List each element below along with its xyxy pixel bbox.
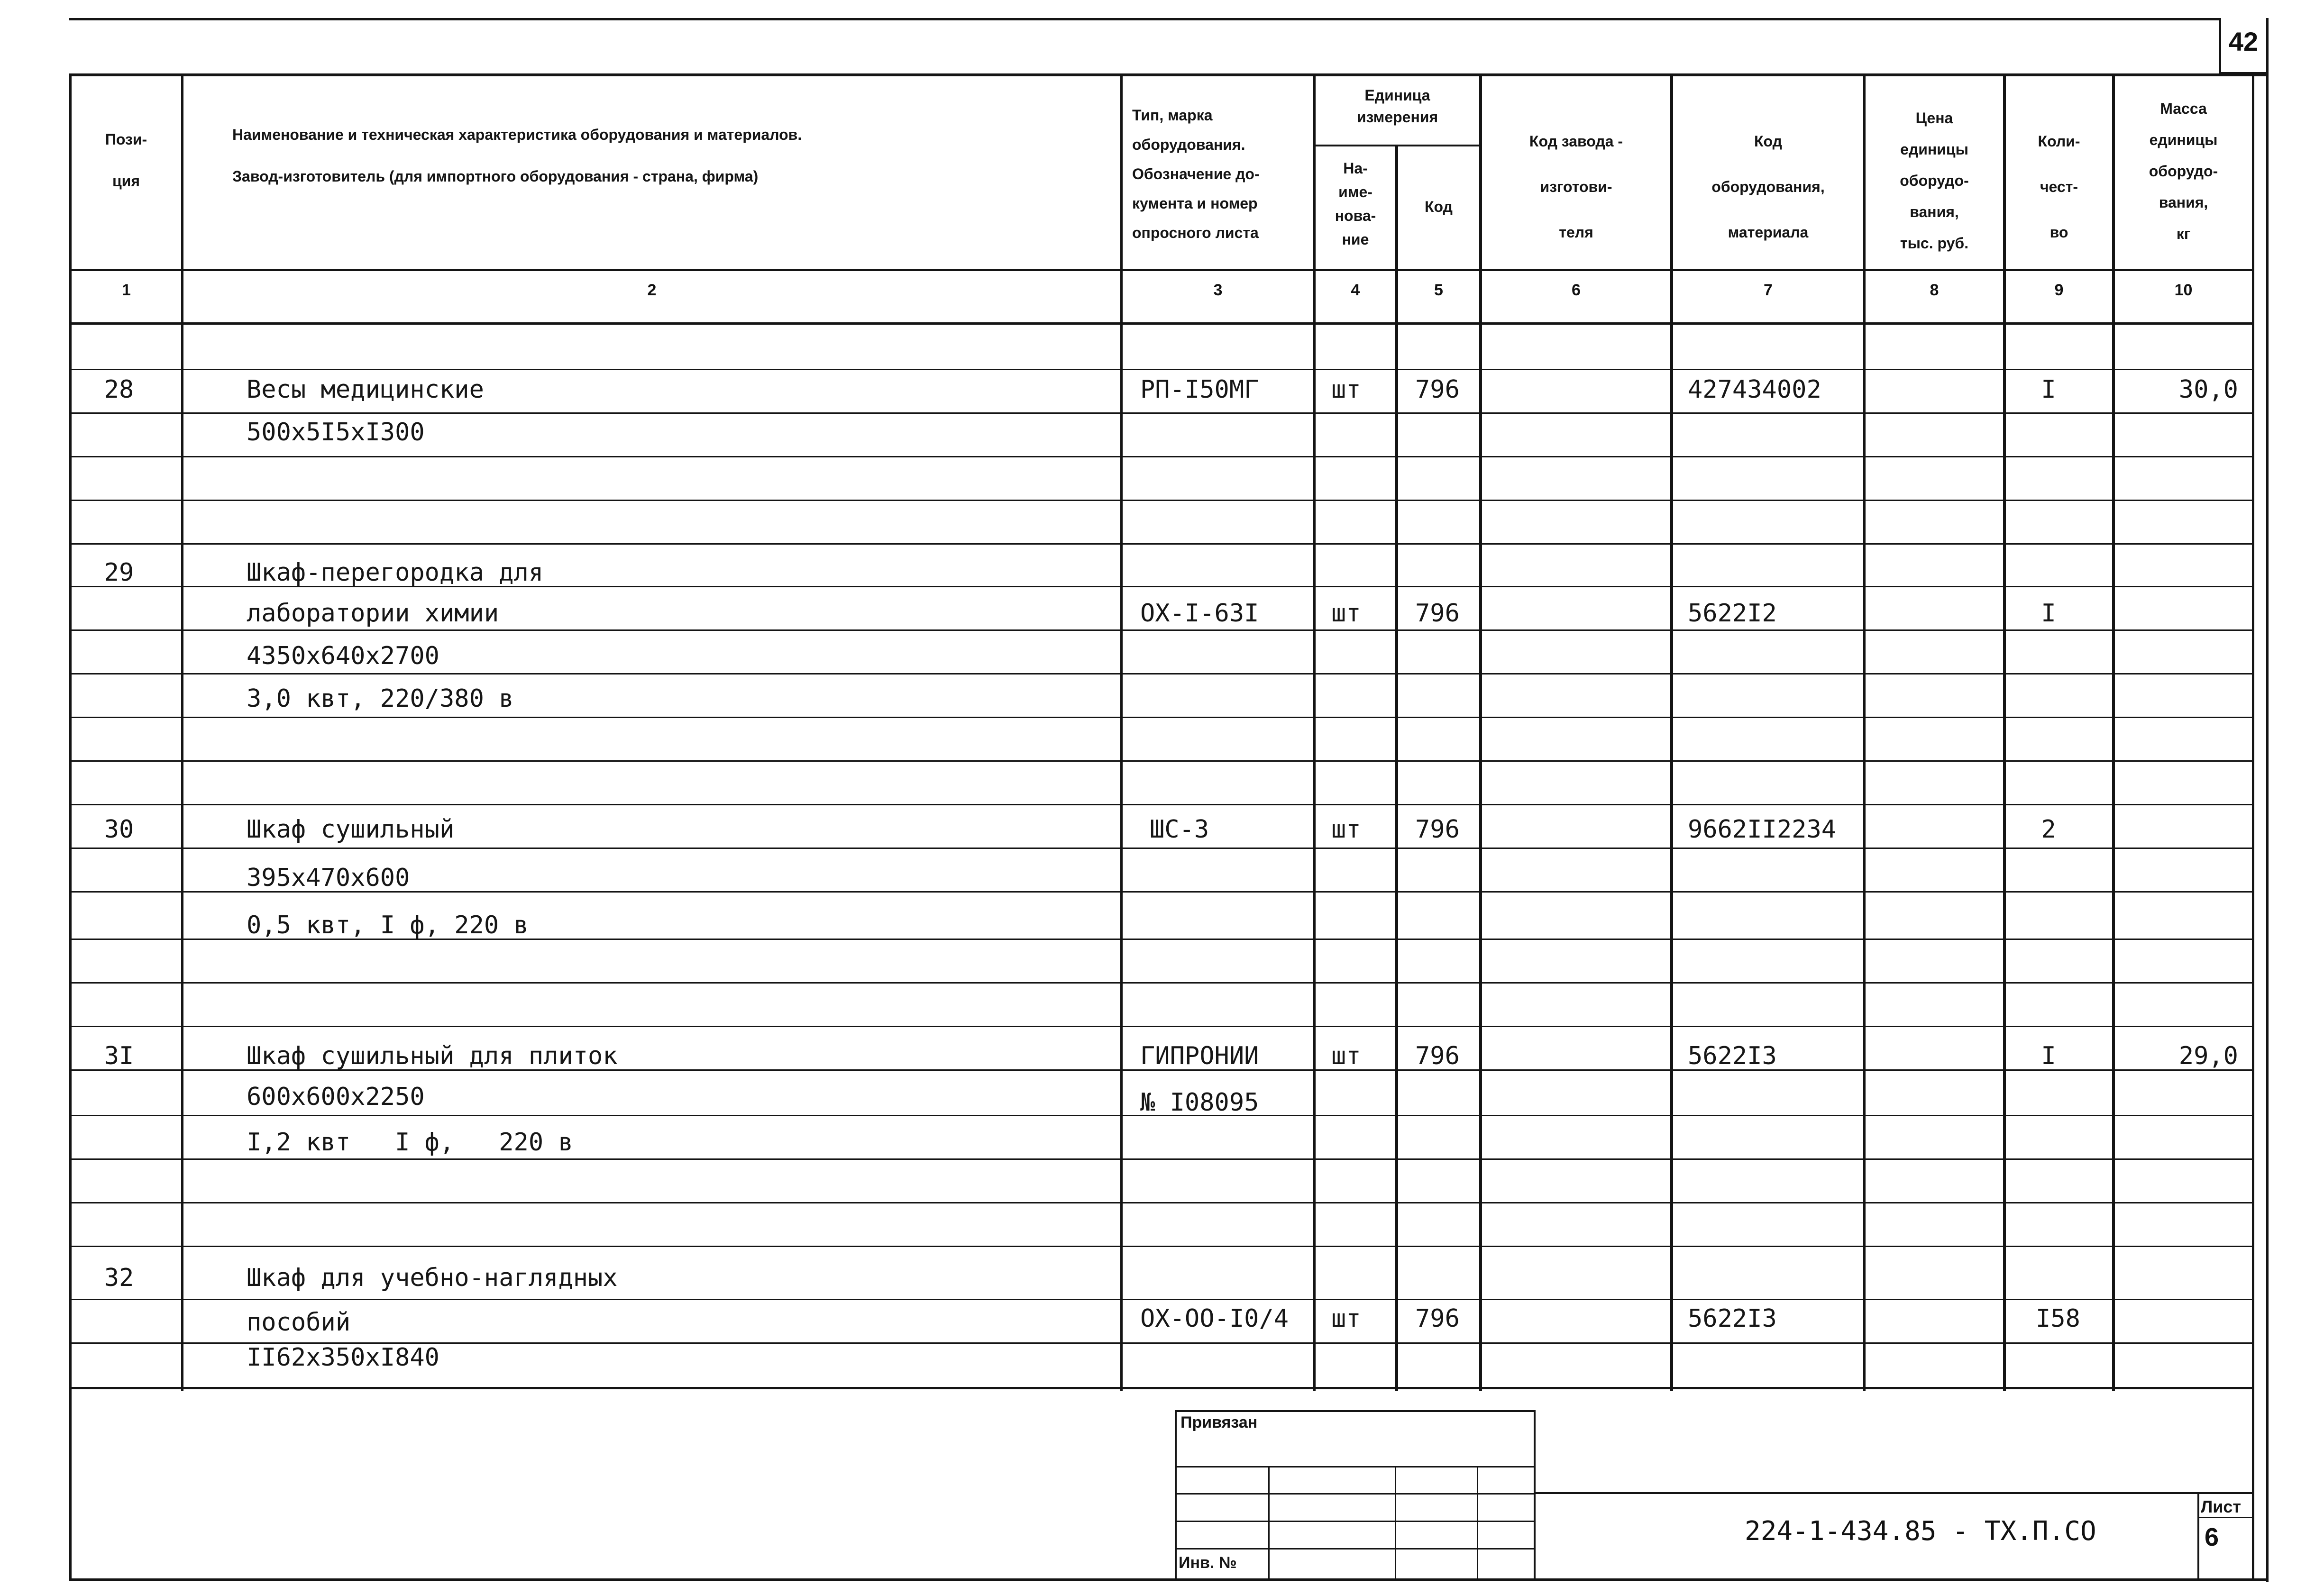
column-number: 8 [1930, 281, 1939, 299]
position-cell: 28 [104, 375, 134, 404]
quantity-cell: 2 [2041, 815, 2056, 844]
bound-label: Привязан [1180, 1413, 1258, 1431]
name-cell: Шкаф сушильный [247, 815, 455, 844]
name-cell: 500x5I5xI300 [247, 418, 425, 447]
type-cell: ОХ-ОО-I0/4 [1140, 1304, 1289, 1333]
unit-code-cell: 796 [1415, 375, 1460, 404]
column-number: 2 [647, 281, 657, 299]
name-cell: 600x600x2250 [247, 1083, 425, 1111]
document-code: 224-1-434.85 - ТХ.П.СО [1745, 1516, 2096, 1547]
header-type: Тип, марка оборудования. Обозначение до- кумента и номер опросного листа [1132, 107, 1260, 241]
name-cell: лаборатории химии [247, 599, 499, 628]
position-cell: 30 [104, 815, 134, 844]
column-number: 6 [1572, 281, 1581, 299]
header-unit-code: Код [1425, 198, 1453, 215]
equipment-code-cell: 9662II2234 [1688, 815, 1837, 844]
column-number: 4 [1351, 281, 1360, 299]
header-quantity: Коли- чест- во [2038, 133, 2080, 241]
column-number: 1 [122, 281, 131, 299]
header-equipment-code: Код оборудования, материала [1711, 133, 1825, 241]
column-number: 10 [2174, 281, 2193, 299]
sheet-number: 6 [2205, 1523, 2219, 1551]
column-number: 3 [1213, 281, 1223, 299]
quantity-cell: I58 [2036, 1304, 2080, 1333]
quantity-cell: I [2041, 1042, 2056, 1070]
type-cell: РП-I50МГ [1140, 375, 1259, 404]
type-cell: ШС-3 [1150, 815, 1209, 844]
name-cell: 0,5 квт, I ф, 220 в [247, 911, 529, 939]
position-cell: 29 [104, 558, 134, 587]
equipment-code-cell: 5622I3 [1688, 1304, 1777, 1333]
header-unit-group: Единица измерения [1356, 87, 1438, 126]
unit-cell: шт [1331, 1042, 1361, 1070]
unit-cell: шт [1331, 1304, 1361, 1333]
name-cell: Весы медицинские [247, 375, 484, 404]
equipment-code-cell: 5622I2 [1688, 599, 1777, 628]
type-cell: ГИПРОНИИ [1140, 1042, 1259, 1070]
name-cell: Шкаф сушильный для плиток [247, 1042, 618, 1070]
name-cell: Шкаф для учебно-наглядных [247, 1264, 618, 1292]
header-unit-name: На- име- нова- ние [1335, 160, 1376, 248]
position-cell: 32 [104, 1264, 134, 1292]
unit-code-cell: 796 [1415, 599, 1460, 628]
unit-code-cell: 796 [1415, 815, 1460, 844]
unit-code-cell: 796 [1415, 1304, 1460, 1333]
unit-cell: шт [1331, 599, 1361, 628]
name-cell: 4350x640x2700 [247, 642, 439, 670]
name-cell: II62x350xI840 [247, 1343, 439, 1372]
equipment-code-cell: 427434002 [1688, 375, 1821, 404]
name-cell: Шкаф-перегородка для [247, 558, 544, 587]
type-cell: № I08095 [1140, 1088, 1259, 1117]
quantity-cell: I [2041, 375, 2056, 404]
header-price: Цена единицы оборудо- вания, тыс. руб. [1900, 109, 1969, 252]
position-cell: 3I [104, 1042, 134, 1070]
unit-cell: шт [1331, 375, 1361, 404]
header-manufacturer-code: Код завода - изготови- теля [1529, 133, 1623, 241]
mass-cell: 29,0 [2178, 1042, 2238, 1070]
header-mass: Масса единицы оборудо- вания, кг [2149, 100, 2218, 242]
column-number: 7 [1764, 281, 1773, 299]
unit-code-cell: 796 [1415, 1042, 1460, 1070]
sheet-label: Лист [2201, 1497, 2242, 1516]
mass-cell: 30,0 [2178, 375, 2238, 404]
name-cell: пособий [247, 1308, 351, 1337]
header-position: Пози- ция [105, 131, 147, 190]
type-cell: ОХ-I-63I [1140, 599, 1259, 628]
name-cell: 3,0 квт, 220/380 в [247, 684, 514, 713]
page-number: 42 [2228, 27, 2259, 56]
equipment-code-cell: 5622I3 [1688, 1042, 1777, 1070]
column-number: 9 [2054, 281, 2064, 299]
unit-cell: шт [1331, 815, 1361, 844]
inventory-label: Инв. № [1179, 1554, 1237, 1572]
quantity-cell: I [2041, 599, 2056, 628]
name-cell: I,2 квт I ф, 220 в [247, 1128, 573, 1157]
column-number: 5 [1434, 281, 1443, 299]
header-name: Наименование и техническая характеристика оборудования и материалов. Завод-изготовитель (для импортного оборудования - страна, фирма) [232, 126, 802, 185]
name-cell: 395x470x600 [247, 864, 410, 892]
